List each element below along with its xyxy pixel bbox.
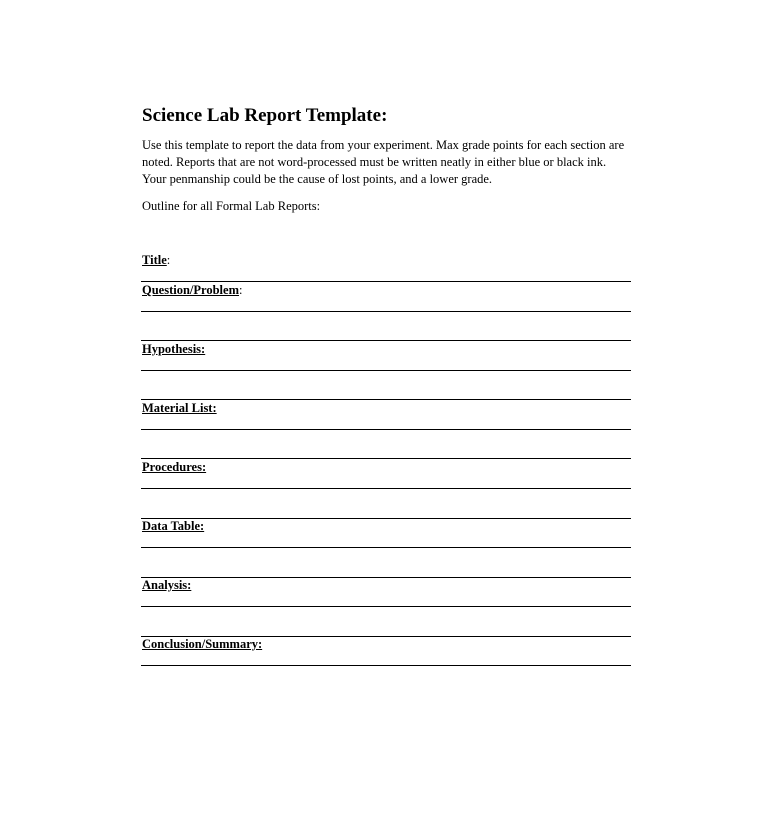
answer-line[interactable] <box>141 577 631 578</box>
answer-line[interactable] <box>141 665 631 666</box>
answer-line[interactable] <box>141 429 631 430</box>
answer-line[interactable] <box>141 311 631 312</box>
section-label-suffix: : <box>166 253 171 267</box>
answer-line[interactable] <box>141 606 631 607</box>
section-label-text: Data Table: <box>142 519 205 533</box>
section-hypothesis-label <box>142 341 205 357</box>
section-procedures-label <box>142 459 206 475</box>
answer-line[interactable] <box>141 547 631 548</box>
intro-paragraph <box>142 137 642 188</box>
section-label-text: Hypothesis: <box>142 342 206 356</box>
section-label-suffix: : <box>239 283 243 297</box>
section-label-text: Procedures: <box>142 460 207 474</box>
section-label-text: Analysis: <box>142 578 192 592</box>
document-title: Science Lab Report Template: <box>142 105 388 126</box>
section-label-text: Title <box>142 253 167 267</box>
answer-line[interactable] <box>141 458 631 459</box>
section-data-table-label <box>142 518 204 534</box>
section-label-text: Question/Problem <box>142 283 239 297</box>
section-title-label <box>142 252 170 268</box>
answer-line[interactable] <box>141 518 631 519</box>
section-conclusion-label <box>142 636 262 652</box>
answer-line[interactable] <box>141 488 631 489</box>
section-label-text: Conclusion/Summary: <box>142 637 263 651</box>
section-analysis-label <box>142 577 191 593</box>
intro-line: noted. Reports that are not word-processed must be written neatly in either blue or black ink. <box>142 155 607 169</box>
section-material-list-label <box>142 400 217 416</box>
section-label-text: Material List: <box>142 401 217 415</box>
answer-line[interactable] <box>141 370 631 371</box>
section-question-label <box>142 282 242 298</box>
answer-line[interactable] <box>141 340 631 341</box>
intro-line: Your penmanship could be the cause of lost points, and a lower grade. <box>142 172 493 186</box>
outline-heading: Outline for all Formal Lab Reports: <box>142 199 321 213</box>
intro-line: Use this template to report the data from your experiment. Max grade points for each section are <box>142 138 625 152</box>
